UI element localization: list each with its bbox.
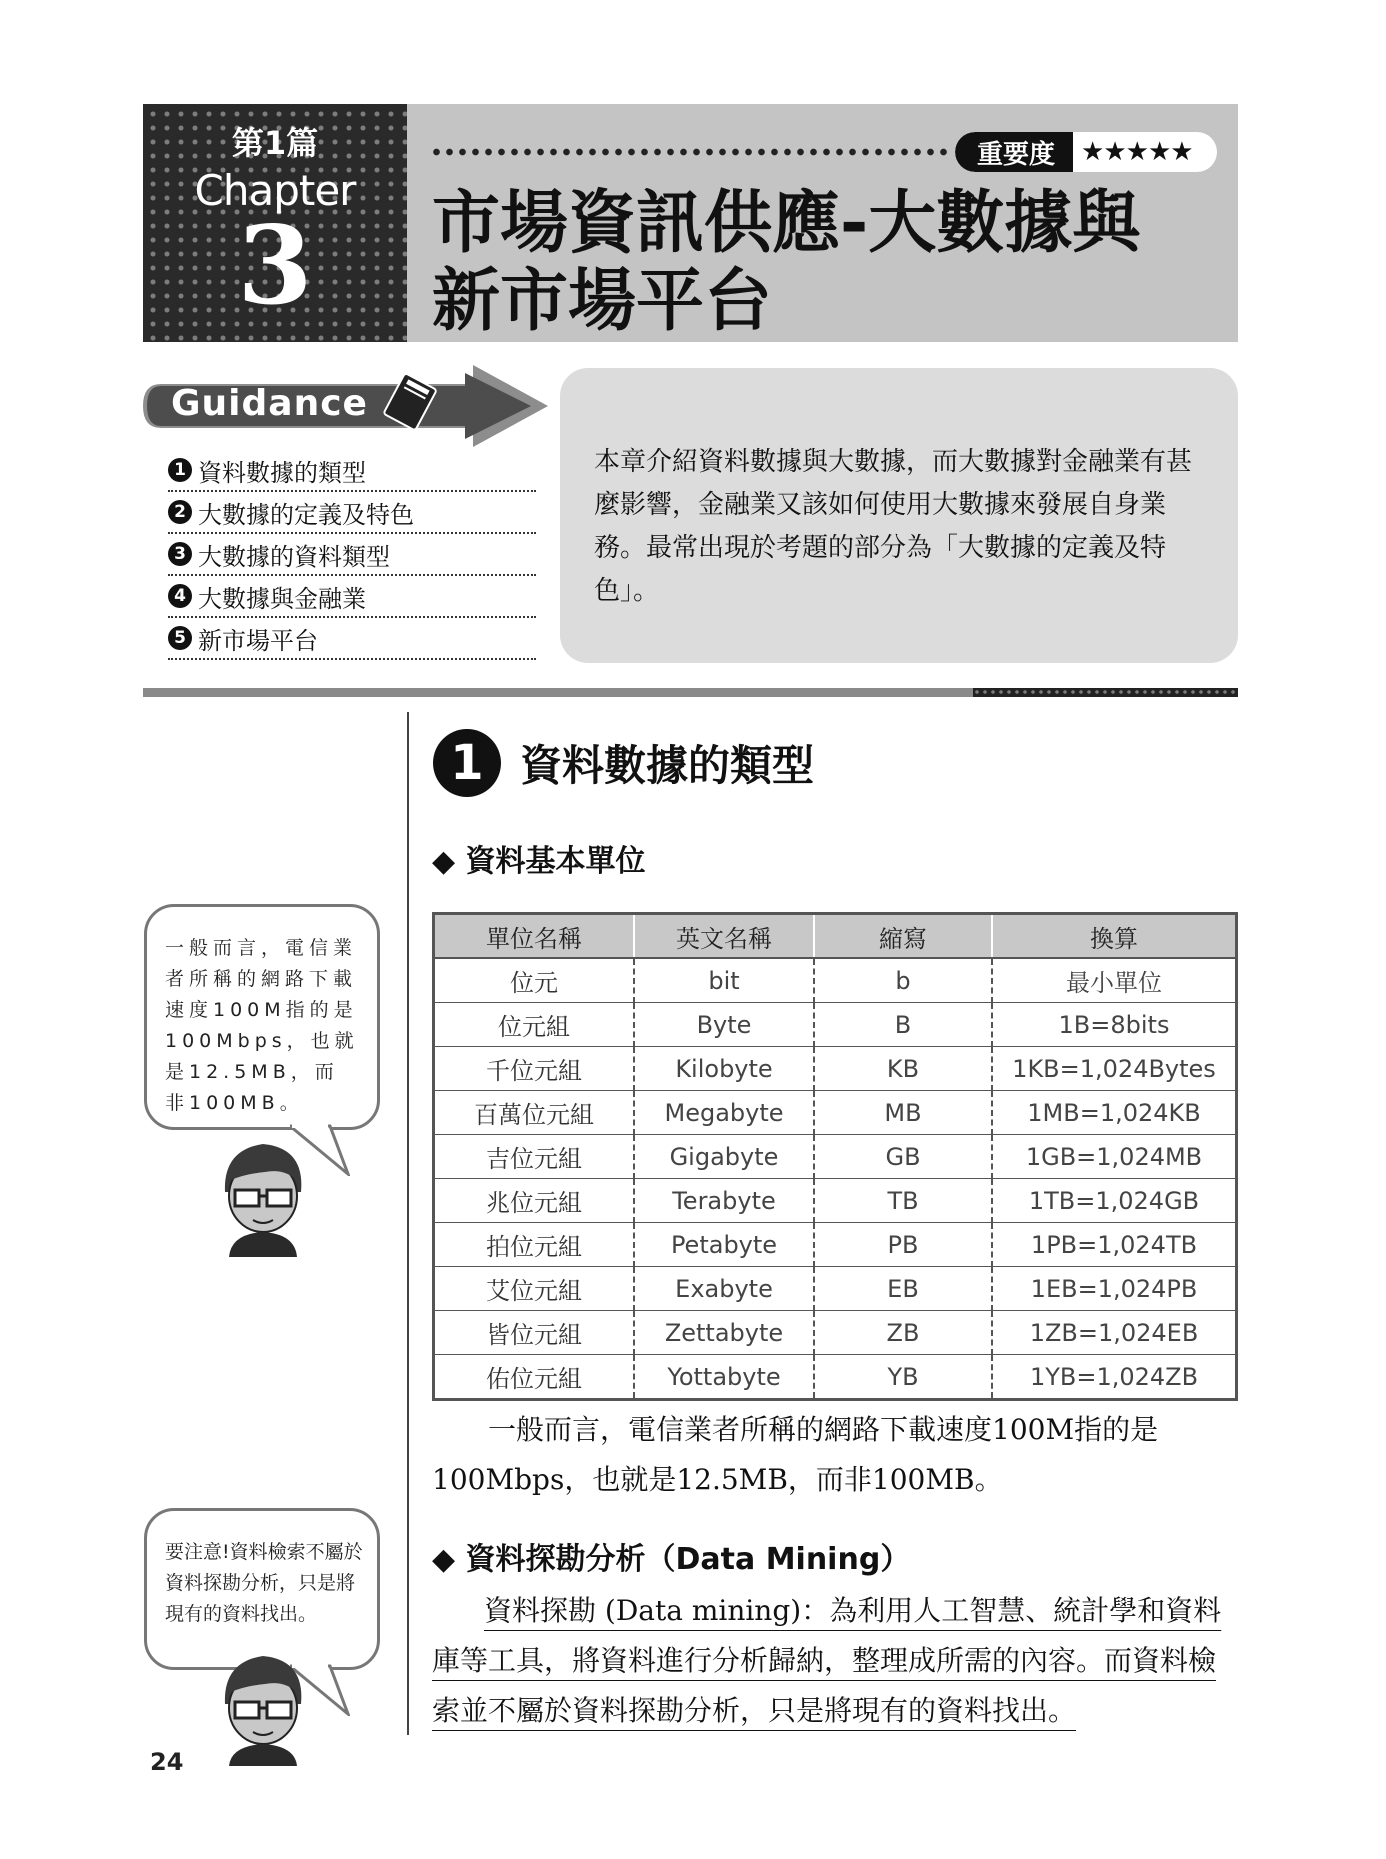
table-row xyxy=(434,1311,1237,1355)
table-cell: 百萬位元組 xyxy=(434,1091,635,1135)
importance-stars: ★★★★★ xyxy=(1081,137,1193,167)
table-cell: 拍位元組 xyxy=(434,1223,635,1267)
table-row xyxy=(434,1135,1237,1179)
units-table xyxy=(432,912,1238,1401)
table-cell: TB xyxy=(814,1179,992,1223)
item-text: 大數據的定義及特色 xyxy=(198,500,414,529)
tutor-avatar-icon xyxy=(215,1132,315,1257)
table-cell: 1KB=1,024Bytes xyxy=(992,1047,1237,1091)
table-cell: 1B=8bits xyxy=(992,1003,1237,1047)
item-text: 資料數據的類型 xyxy=(198,458,366,487)
item-text: 大數據與金融業 xyxy=(198,584,366,613)
chapter-number: 3 xyxy=(237,203,313,329)
table-cell: YB xyxy=(814,1355,992,1400)
table-header-row xyxy=(434,914,1237,959)
table-cell: bit xyxy=(634,958,814,1003)
item-number: 3 xyxy=(168,542,192,566)
table-row xyxy=(434,1267,1237,1311)
section-title: 資料數據的類型 xyxy=(520,741,815,790)
table-cell: Yottabyte xyxy=(634,1355,814,1400)
table-cell: B xyxy=(814,1003,992,1047)
item-number: 2 xyxy=(168,500,192,524)
table-row xyxy=(434,1047,1237,1091)
guidance-item xyxy=(168,534,536,576)
guidance-item xyxy=(168,492,536,534)
table-cell: 佑位元組 xyxy=(434,1355,635,1400)
table-row xyxy=(434,1003,1237,1047)
table-cell: Megabyte xyxy=(634,1091,814,1135)
table-cell: PB xyxy=(814,1223,992,1267)
section-divider-accent xyxy=(973,688,1238,697)
table-cell: Zettabyte xyxy=(634,1311,814,1355)
col-header: 換算 xyxy=(992,914,1237,959)
table-cell: Terabyte xyxy=(634,1179,814,1223)
table-cell: KB xyxy=(814,1047,992,1091)
table-cell: 位元組 xyxy=(434,1003,635,1047)
guidance-item xyxy=(168,450,536,492)
guidance-list xyxy=(168,450,536,660)
table-cell: 皆位元組 xyxy=(434,1311,635,1355)
side-note-speech-bubble: 一般而言，電信業者所稱的網路下載速度100M指的是100Mbps，也就是12.5MB，而非100MB。 xyxy=(144,904,380,1130)
subheading-units: ◆ 資料基本單位 xyxy=(432,844,646,879)
importance-label: 重要度 xyxy=(955,132,1073,172)
col-header: 英文名稱 xyxy=(634,914,814,959)
guidance-label: Guidance xyxy=(171,383,368,424)
table-cell: Exabyte xyxy=(634,1267,814,1311)
table-cell: MB xyxy=(814,1091,992,1135)
table-cell: 1EB=1,024PB xyxy=(992,1267,1237,1311)
summary-text: 本章介紹資料數據與大數據，而大數據對金融業有甚麼影響，金融業又該如何使用大數據來發展自身業務。最常出現於考題的部分為「大數據的定義及特色」。 xyxy=(594,447,1193,606)
table-cell: Gigabyte xyxy=(634,1135,814,1179)
guidance-item xyxy=(168,618,536,660)
dotted-rule xyxy=(430,148,950,156)
table-cell: GB xyxy=(814,1135,992,1179)
item-number: 1 xyxy=(168,458,192,482)
item-number: 4 xyxy=(168,584,192,608)
subhead-text-end: ） xyxy=(880,1542,911,1577)
chapter-title-line1: 市場資訊供應-大數據與 xyxy=(432,184,1141,263)
table-cell: 千位元組 xyxy=(434,1047,635,1091)
table-cell: b xyxy=(814,958,992,1003)
side-note-speech-bubble: 要注意!資料檢索不屬於資料探勘分析，只是將現有的資料找出。 xyxy=(144,1508,380,1670)
chapter-word: Chapter xyxy=(194,166,356,215)
col-header: 縮寫 xyxy=(814,914,992,959)
tutor-avatar-icon xyxy=(215,1644,315,1766)
table-cell: 吉位元組 xyxy=(434,1135,635,1179)
importance-badge xyxy=(955,132,1217,172)
page-number: 24 xyxy=(150,1748,184,1776)
table-cell: 1ZB=1,024EB xyxy=(992,1311,1237,1355)
margin-rule xyxy=(407,712,409,1735)
table-cell: 最小單位 xyxy=(992,958,1237,1003)
subhead-text-en: Data Mining xyxy=(675,1542,881,1577)
table-cell: Byte xyxy=(634,1003,814,1047)
table-cell: 1MB=1,024KB xyxy=(992,1091,1237,1135)
chapter-title-line2: 新市場平台 xyxy=(432,262,773,341)
table-cell: 艾位元組 xyxy=(434,1267,635,1311)
item-text: 大數據的資料類型 xyxy=(198,542,390,571)
subheading-data-mining xyxy=(432,1534,910,1578)
paragraph-data-mining xyxy=(432,1586,1238,1736)
table-row xyxy=(434,1091,1237,1135)
table-cell: 兆位元組 xyxy=(434,1179,635,1223)
section-number-badge: 1 xyxy=(433,729,501,797)
table-cell: EB xyxy=(814,1267,992,1311)
table-cell: 1TB=1,024GB xyxy=(992,1179,1237,1223)
subhead-text: ◆ 資料探勘分析（ xyxy=(432,1542,676,1577)
guidance-item xyxy=(168,576,536,618)
table-cell: 位元 xyxy=(434,958,635,1003)
table-cell: 1YB=1,024ZB xyxy=(992,1355,1237,1400)
item-number: 5 xyxy=(168,626,192,650)
table-row xyxy=(434,958,1237,1003)
item-text: 新市場平台 xyxy=(198,626,318,655)
paragraph-network-speed: 一般而言，電信業者所稱的網路下載速度100M指的是100Mbps，也就是12.5MB，而非100MB。 xyxy=(432,1413,1159,1496)
underlined-text: 資料探勘 (Data mining)：為利用人工智慧、統計學和資料庫等工具，將資料進行分析歸納，整理成所需的內容。而資料檢索並不屬於資料探勘分析，只是將現有的資料找出。 xyxy=(432,1594,1222,1727)
table-row xyxy=(434,1355,1237,1400)
table-cell: ZB xyxy=(814,1311,992,1355)
table-cell: 1GB=1,024MB xyxy=(992,1135,1237,1179)
table-cell: 1PB=1,024TB xyxy=(992,1223,1237,1267)
table-row xyxy=(434,1179,1237,1223)
table-row xyxy=(434,1223,1237,1267)
chapter-part-label: 第1篇 xyxy=(231,124,319,162)
col-header: 單位名稱 xyxy=(434,914,635,959)
chapter-title xyxy=(432,185,1222,341)
table-cell: Petabyte xyxy=(634,1223,814,1267)
table-cell: Kilobyte xyxy=(634,1047,814,1091)
